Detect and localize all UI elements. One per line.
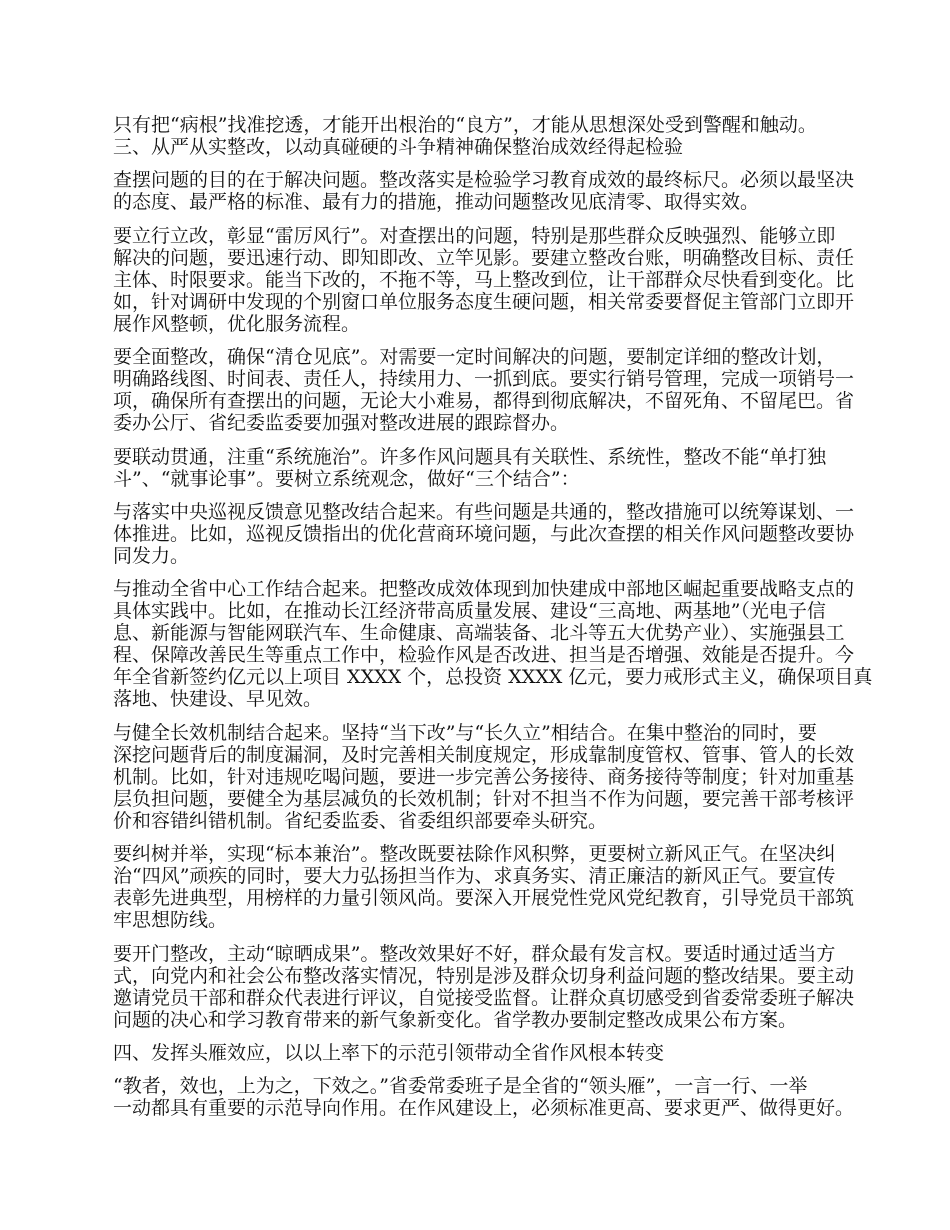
document-page: [113, 114, 873, 1131]
text-line: 年全省新签约亿元以上项目 XXXX 个，总投资 XXXX 亿元，要力戒形式主义，确保项目真: [113, 666, 873, 689]
paragraph: [113, 346, 855, 435]
text-line: 落地、快建设、早见效。: [113, 688, 323, 711]
text-line: 要纠树并举，实现“标本兼治”。整改既要祛除作风积弊，更要树立新风正气。在坚决纠: [113, 843, 836, 866]
text-line: 体推进。比如，巡视反馈指出的优化营商环境问题，与此次查摆的相关作风问题整改要协: [113, 522, 855, 545]
text-line: 展作风整顿，优化服务流程。: [113, 312, 361, 335]
text-line: 只有把“病根”找准挖透，才能开出根治的“良方”，才能从思想深处受到警醒和触动。: [113, 114, 817, 136]
paragraph: [113, 114, 843, 136]
text-line: 要全面整改，确保“清仓见底”。对需要一定时间解决的问题，要制定详细的整改计划，: [113, 346, 836, 369]
paragraph: [113, 500, 855, 567]
text-line: 明确路线图、时间表、责任人，持续用力、一抓到底。要实行销号管理，完成一项销号一: [113, 368, 855, 391]
text-line: “教者，效也，上为之，下效之。”省委常委班子是全省的“领头雁”，一言一行、一举: [113, 1075, 808, 1098]
text-line: 与推动全省中心工作结合起来。把整改成效体现到加快建成中部地区崛起重要战略支点的: [113, 578, 855, 601]
paragraph: [113, 578, 873, 711]
text-line: 邀请党员干部和群众代表进行评议，自觉接受监督。让群众真切感受到省委常委班子解决: [113, 986, 855, 1009]
text-line: 表彰先进典型，用榜样的力量引领风尚。要深入开展党性党风党纪教育，引导党员干部筑: [113, 887, 855, 910]
text-line: 要开门整改，主动“晾晒成果”。整改效果好不好，群众最有发言权。要适时通过适当方: [113, 942, 836, 965]
text-line: 委办公厅、省纪委监委要加强对整改进展的跟踪督办。: [113, 412, 570, 435]
text-line: 一动都具有重要的示范导向作用。在作风建设上，必须标准更高、要求更严、做得更好。: [113, 1097, 855, 1120]
paragraph: [113, 446, 843, 490]
text-line: 息、新能源与智能网联汽车、生命健康、高端装备、北斗等五大优势产业）、实施强县工: [113, 622, 845, 645]
text-line: 治“四风”顽疾的同时，要大力弘扬担当作为、求真务实、清正廉洁的新风正气。要宣传: [113, 865, 836, 888]
text-line: 价和容错纠错机制。省纪委监委、省委组织部要牵头研究。: [113, 809, 608, 832]
paragraph: [113, 224, 855, 335]
text-line: 解决的问题，要迅速行动、即知即改、立竿见影。要建立整改台账，明确整改目标、责任: [113, 246, 855, 269]
text-line: 层负担问题，要健全为基层减负的长效机制；针对不担当不作为问题，要完善干部考核评: [113, 787, 855, 810]
paragraph: [113, 721, 855, 832]
text-line: 问题的决心和学习教育带来的新气象新变化。省学教办要制定整改成果公布方案。: [113, 1008, 798, 1031]
text-line: 程、保障改善民生等重点工作中，检验作风是否改进、担当是否增强、效能是否提升。今: [113, 644, 855, 667]
text-line: 主体、时限要求。能当下改的，不拖不等，马上整改到位，让干部群众尽快看到变化。比: [113, 268, 855, 291]
text-line: 机制。比如，针对违规吃喝问题，要进一步完善公务接待、商务接待等制度；针对加重基: [113, 765, 855, 788]
text-line: 式，向党内和社会公布整改落实情况，特别是涉及群众切身利益问题的整改结果。要主动: [113, 964, 855, 987]
paragraph: [113, 169, 855, 214]
text-line: 四、发挥头雁效应，以以上率下的示范引领带动全省作风根本转变: [113, 1041, 665, 1064]
text-line: 要联动贯通，注重“系统施治”。许多作风问题具有关联性、系统性，整改不能“单打独: [113, 445, 827, 468]
text-line: 同发力。: [113, 544, 190, 567]
text-line: 具体实践中。比如，在推动长江经济带高质量发展、建设“三高地、两基地”（光电子信: [113, 600, 826, 623]
section-heading: [113, 1042, 843, 1064]
text-line: 斗”、“就事论事”。要树立系统观念，做好“三个结合”：: [113, 467, 580, 490]
paragraph: [113, 942, 855, 1031]
section-heading: [113, 136, 843, 158]
text-line: 三、从严从实整改，以动真碰硬的斗争精神确保整治成效经得起检验: [113, 136, 684, 158]
text-line: 查摆问题的目的在于解决问题。整改落实是检验学习教育成效的最终标尺。必须以最坚决: [113, 169, 855, 192]
paragraph: [113, 1075, 855, 1120]
text-line: 与落实中央巡视反馈意见整改结合起来。有些问题是共通的，整改措施可以统筹谋划、一: [113, 500, 855, 523]
text-line: 与健全长效机制结合起来。坚持“当下改”与“长久立”相结合。在集中整治的同时，要: [113, 721, 817, 744]
text-line: 的态度、最严格的标准、最有力的措施，推动问题整改见底清零、取得实效。: [113, 191, 760, 214]
text-line: 牢思想防线。: [113, 909, 228, 932]
text-line: 要立行立改，彰显“雷厉风行”。对查摆出的问题，特别是那些群众反映强烈、能够立即: [113, 224, 836, 247]
text-line: 深挖问题背后的制度漏洞，及时完善相关制度规定，形成靠制度管权、管事、管人的长效: [113, 743, 855, 766]
text-line: 项，确保所有查摆出的问题，无论大小难易，都得到彻底解决，不留死角、不留尾巴。省: [113, 390, 855, 413]
paragraph: [113, 843, 855, 932]
text-line: 如，针对调研中发现的个别窗口单位服务态度生硬问题，相关常委要督促主管部门立即开: [113, 290, 855, 313]
